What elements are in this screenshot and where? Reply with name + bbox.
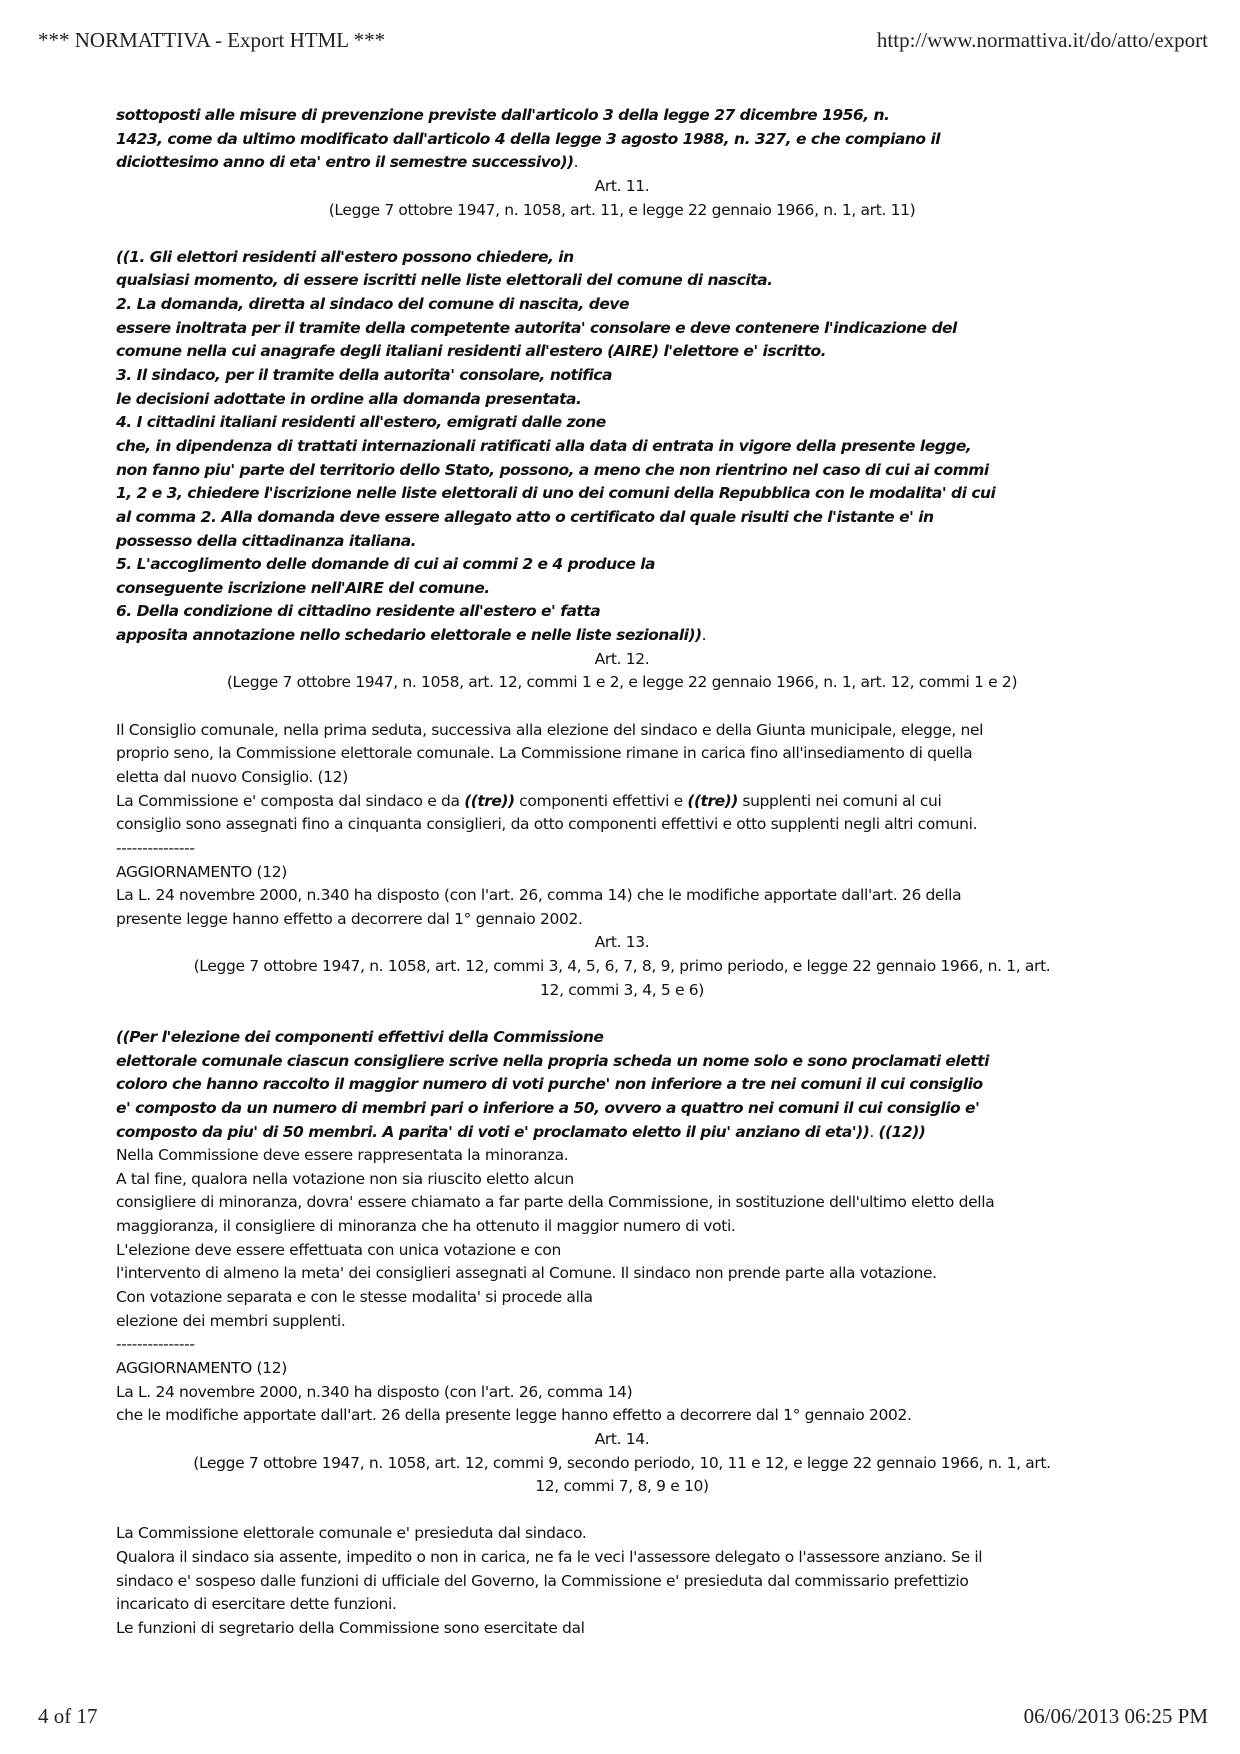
amended-text: non fanno piu' parte del territorio dello Stato, possono, a meno che non rientrino nel caso di cui ai commi: [116, 460, 989, 479]
text-line: [116, 293, 1128, 317]
text-segment: .: [869, 1122, 879, 1141]
text-line: [116, 1191, 1128, 1215]
amended-text: ((12)): [878, 1122, 926, 1141]
text-segment: proprio seno, la Commissione elettorale comunale. La Commissione rimane in carica fino all'insediamento di quella: [116, 744, 973, 763]
blank-line: [116, 1002, 1128, 1026]
text-segment: (Legge 7 ottobre 1947, n. 1058, art. 11, e legge 22 gennaio 1966, n. 1, art. 11): [328, 200, 916, 219]
amended-text: 2. La domanda, diretta al sindaco del comune di nascita, deve: [116, 295, 629, 314]
text-segment: l'intervento di almeno la meta' dei consiglieri assegnati al Comune. Il sindaco non prende parte alla votazione.: [116, 1264, 937, 1283]
text-line: [116, 1310, 1128, 1334]
text-segment: Art. 13.: [594, 933, 650, 952]
text-line: [116, 766, 1128, 790]
article-heading-line: [116, 1428, 1128, 1452]
text-segment: Nella Commissione deve essere rappresentata la minoranza.: [116, 1146, 569, 1165]
amended-text: 1, 2 e 3, chiedere l'iscrizione nelle liste elettorali di uno dei comuni della Repubblica con le modalita' di cui: [116, 484, 996, 503]
text-segment: elezione dei membri supplenti.: [116, 1311, 346, 1330]
article-heading-line: [116, 175, 1128, 199]
article-heading-line: [116, 955, 1128, 979]
text-line: [116, 1262, 1128, 1286]
amended-text: ((1. Gli elettori residenti all'estero possono chiedere, in: [116, 247, 574, 266]
print-datetime: 06/06/2013 06:25 PM: [1023, 1704, 1208, 1728]
amended-text: ((Per l'elezione dei componenti effettivi della Commissione: [116, 1027, 604, 1046]
text-segment: .: [701, 626, 707, 645]
text-segment: supplenti nei comuni al cui: [737, 791, 942, 810]
amended-text: 3. Il sindaco, per il tramite della autorita' consolare, notifica: [116, 366, 612, 385]
print-header-title: *** NORMATTIVA - Export HTML ***: [38, 28, 386, 52]
text-line: [116, 719, 1128, 743]
amended-text: che, in dipendenza di trattati internazionali ratificati alla data di entrata in vigore della presente legge,: [116, 436, 972, 455]
text-line: [116, 340, 1128, 364]
page-number: 4 of 17: [38, 1704, 98, 1728]
amended-text: composto da piu' di 50 membri. A parita' di voti e' proclamato eletto il piu' anziano di eta')): [116, 1122, 870, 1141]
text-line: [116, 482, 1128, 506]
text-line: [116, 1546, 1128, 1570]
text-segment: (Legge 7 ottobre 1947, n. 1058, art. 12, commi 9, secondo periodo, 10, 11 e 12, e legge 22 gennaio 1966, n. 1, art.: [193, 1453, 1051, 1472]
text-line: [116, 269, 1128, 293]
text-segment: (Legge 7 ottobre 1947, n. 1058, art. 12, commi 1 e 2, e legge 22 gennaio 1966, n. 1, art. 12, commi 1 e 2): [226, 673, 1018, 692]
amended-text: essere inoltrata per il tramite della competente autorita' consolare e deve contenere l'indicazione del: [116, 318, 957, 337]
text-line: [116, 1333, 1128, 1357]
text-line: [116, 908, 1128, 932]
text-line: [116, 790, 1128, 814]
text-line: [116, 553, 1128, 577]
text-line: [116, 1026, 1128, 1050]
article-heading-line: [116, 931, 1128, 955]
amended-text: 4. I cittadini italiani residenti all'estero, emigrati dalle zone: [116, 413, 606, 432]
text-segment: componenti effettivi e: [514, 791, 688, 810]
text-line: [116, 1097, 1128, 1121]
document-body: [116, 104, 1128, 1641]
text-line: [116, 1239, 1128, 1263]
text-line: [116, 1073, 1128, 1097]
blank-line: [116, 695, 1128, 719]
text-segment: consigliere di minoranza, dovra' essere chiamato a far parte della Commissione, in sostituzione dell'ultimo eletto della: [116, 1193, 995, 1212]
amended-text: possesso della cittadinanza italiana.: [116, 531, 417, 550]
text-segment: incaricato di esercitare dette funzioni.: [116, 1595, 397, 1614]
amended-text: ((tre)): [687, 791, 738, 810]
text-line: [116, 624, 1128, 648]
article-heading-line: [116, 199, 1128, 223]
amended-text: conseguente iscrizione nell'AIRE del comune.: [116, 578, 490, 597]
text-segment: Art. 12.: [594, 649, 650, 668]
amended-text: sottoposti alle misure di prevenzione previste dall'articolo 3 della legge 27 dicembre 1956, n.: [116, 106, 890, 124]
amended-text: coloro che hanno raccolto il maggior numero di voti purche' non inferiore a tre nei comuni il cui consiglio: [116, 1075, 983, 1094]
text-line: [116, 600, 1128, 624]
article-heading-line: [116, 1452, 1128, 1476]
text-line: [116, 435, 1128, 459]
text-segment: Con votazione separata e con le stesse modalita' si procede alla: [116, 1288, 593, 1307]
text-line: [116, 364, 1128, 388]
amended-text: le decisioni adottate in ordine alla domanda presentata.: [116, 389, 582, 408]
text-segment: eletta dal nuovo Consiglio. (12): [116, 767, 348, 786]
text-line: [116, 577, 1128, 601]
text-segment: A tal fine, qualora nella votazione non sia riuscito eletto alcun: [116, 1169, 574, 1188]
text-line: [116, 837, 1128, 861]
amended-text: 5. L'accoglimento delle domande di cui ai commi 2 e 4 produce la: [116, 555, 655, 574]
amended-text: al comma 2. Alla domanda deve essere allegato atto o certificato dal quale risulti che l'istante e' in: [116, 507, 934, 526]
text-line: [116, 1357, 1128, 1381]
text-line: [116, 506, 1128, 530]
text-segment: presente legge hanno effetto a decorrere dal 1° gennaio 2002.: [116, 909, 583, 928]
text-line: [116, 530, 1128, 554]
text-line: [116, 1593, 1128, 1617]
article-heading-line: [116, 1475, 1128, 1499]
amended-text: apposita annotazione nello schedario elettorale e nelle liste sezionali)): [116, 626, 702, 645]
text-segment: La L. 24 novembre 2000, n.340 ha disposto (con l'art. 26, comma 14) che le modifiche apportate dall'art. 26 della: [116, 886, 962, 905]
blank-line: [116, 1499, 1128, 1523]
amended-text: 1423, come da ultimo modificato dall'articolo 4 della legge 3 agosto 1988, n. 327, e che compiano il: [116, 129, 941, 148]
amended-text: qualsiasi momento, di essere iscritti nelle liste elettorali del comune di nascita.: [116, 271, 773, 290]
text-segment: La Commissione elettorale comunale e' presieduta dal sindaco.: [116, 1524, 587, 1543]
text-line: [116, 1286, 1128, 1310]
text-segment: (Legge 7 ottobre 1947, n. 1058, art. 12, commi 3, 4, 5, 6, 7, 8, 9, primo periodo, e legge 22 gennaio 1966, n. 1, art.: [193, 957, 1051, 976]
text-segment: sindaco e' sospeso dalle funzioni di ufficiale del Governo, la Commissione e' presieduta dal commissario prefettizio: [116, 1571, 969, 1590]
blank-line: [116, 222, 1128, 246]
amended-text: diciottesimo anno di eta' entro il semestre successivo)): [116, 153, 574, 172]
text-segment: Art. 14.: [594, 1429, 650, 1448]
text-line: [116, 861, 1128, 885]
text-segment: maggioranza, il consigliere di minoranza che ha ottenuto il maggior numero di voti.: [116, 1217, 736, 1236]
text-segment: L'elezione deve essere effettuata con unica votazione e con: [116, 1240, 561, 1259]
text-segment: che le modifiche apportate dall'art. 26 della presente legge hanno effetto a decorrere dal 1° gennaio 2002.: [116, 1406, 912, 1425]
text-line: [116, 411, 1128, 435]
text-line: [116, 1570, 1128, 1594]
text-line: [116, 388, 1128, 412]
text-line: [116, 1144, 1128, 1168]
text-segment: ---------------: [116, 1335, 195, 1354]
text-line: [116, 1522, 1128, 1546]
text-line: [116, 317, 1128, 341]
text-segment: La L. 24 novembre 2000, n.340 ha disposto (con l'art. 26, comma 14): [116, 1382, 633, 1401]
article-heading-line: [116, 648, 1128, 672]
text-line: [116, 246, 1128, 270]
text-line: [116, 1404, 1128, 1428]
amended-text: elettorale comunale ciascun consigliere scrive nella propria scheda un nome solo e sono proclamati eletti: [116, 1051, 989, 1070]
text-segment: .: [573, 153, 579, 172]
article-heading-line: [116, 979, 1128, 1003]
text-line: [116, 1617, 1128, 1641]
text-line: [116, 742, 1128, 766]
text-line: [116, 459, 1128, 483]
text-line: [116, 813, 1128, 837]
text-segment: Art. 11.: [594, 176, 650, 195]
text-line: [116, 128, 1128, 152]
text-line: [116, 884, 1128, 908]
amended-text: 6. Della condizione di cittadino residente all'estero e' fatta: [116, 602, 601, 621]
article-heading-line: [116, 671, 1128, 695]
text-line: [116, 1168, 1128, 1192]
text-segment: AGGIORNAMENTO (12): [116, 1358, 287, 1377]
text-line: [116, 151, 1128, 175]
text-segment: AGGIORNAMENTO (12): [116, 862, 287, 881]
text-segment: Qualora il sindaco sia assente, impedito o non in carica, ne fa le veci l'assessore delegato o l'assessore anziano. Se il: [116, 1548, 983, 1567]
text-segment: consiglio sono assegnati fino a cinquanta consiglieri, da otto componenti effettivi e otto supplenti negli altri comuni.: [116, 815, 978, 834]
text-segment: La Commissione e' composta dal sindaco e da: [116, 791, 465, 810]
text-line: [116, 1381, 1128, 1405]
text-line: [116, 1121, 1128, 1145]
text-segment: ---------------: [116, 838, 195, 857]
text-segment: Le funzioni di segretario della Commissione sono esercitate dal: [116, 1619, 585, 1637]
text-line: [116, 104, 1128, 128]
text-line: [116, 1050, 1128, 1074]
amended-text: ((tre)): [464, 791, 515, 810]
text-segment: 12, commi 7, 8, 9 e 10): [535, 1477, 709, 1496]
text-line: [116, 1215, 1128, 1239]
text-segment: Il Consiglio comunale, nella prima seduta, successiva alla elezione del sindaco e della Giunta municipale, elegge, nel: [116, 720, 984, 739]
amended-text: e' composto da un numero di membri pari o inferiore a 50, ovvero a quattro nei comuni il cui consiglio e': [116, 1098, 980, 1117]
print-header-url: http://www.normattiva.it/do/atto/export: [876, 28, 1208, 52]
amended-text: comune nella cui anagrafe degli italiani residenti all'estero (AIRE) l'elettore e' iscritto.: [116, 342, 827, 361]
text-segment: 12, commi 3, 4, 5 e 6): [540, 980, 704, 999]
